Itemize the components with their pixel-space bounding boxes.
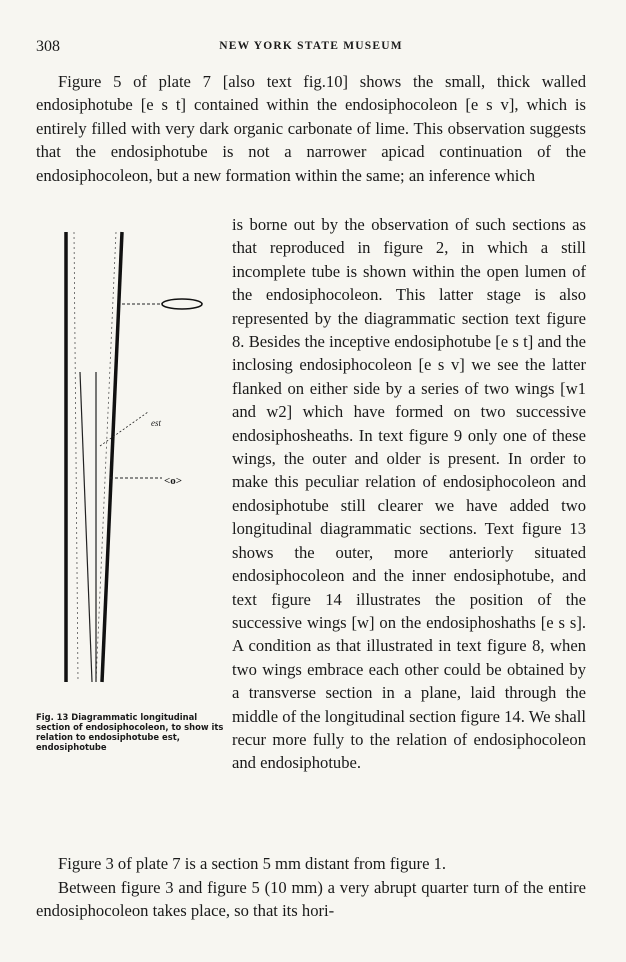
- endosiphotube-left: [80, 372, 92, 682]
- figure-caption: Fig. 13 Diagrammatic longitudinal section of endosiphocoleon, to show its relation to endosiphotube est, endosiphotube: [36, 712, 224, 752]
- figure-13-diagram: [36, 222, 232, 702]
- paragraph-2-text: is borne out by the observation of such sections as that reproduced in figure 2, in which a still incomplete tube is shown within the open lumen of the endosiphocoleon. This latter stage is also represented by the diagrammatic section text figure 8. Besides the inceptive endosiphotube [e s t] and the inclosing endosiphocoleon [e s v] we see the latter flanked on either side by a series of two wings [w1 and w2] which have formed on two successive endosiphosheaths. In text figure 9 only one of these wings, the outer and older is present. In order to make this peculiar relation of endosiphocoleon and endosiphotube still clearer we have added two longitudinal diagrammatic sections. Text figure 13 shows the outer, more anteriorly situated endosiphocoleon and the inner endosiphotube, and text figure 14 illustrates the position of the successive wings [w] on the endosiphoshaths [e s s]. A condition as that illustrated in text figure 8, when two wings embrace each other could be obtained by a transverse section in a plane, laid through the middle of the longitudinal section figure 14. We shall recur more fully to the relation of endosiphocoleon and endosiphotube.: [232, 215, 586, 773]
- cross-section-oval: [162, 299, 202, 309]
- inner-wall-left: [74, 232, 78, 682]
- page-number: 308: [36, 38, 60, 55]
- leader-line-est: [100, 412, 148, 446]
- figure-label-est: est: [151, 418, 161, 428]
- paragraph-3: Figure 3 of plate 7 is a section 5 mm distant from figure 1.: [58, 854, 447, 873]
- paragraph-4: Between figure 3 and figure 5 (10 mm) a very abrupt quarter turn of the entire endosiphocoleon takes place, so that its hori-: [36, 878, 586, 921]
- page-header: [36, 38, 586, 58]
- paragraph-1: Figure 5 of plate 7 [also text fig.10] shows the small, thick walled endosiphotube [e s t] contained within the endosiphocoleon [e s v], which is entirely filled with very dark organic carbonate of lime. This observation suggests that the endosiphotube is not a narrower apicad continuation of the endosiphocoleon, but a new formation within the same; an inference which: [36, 72, 586, 185]
- running-head: NEW YORK STATE MUSEUM: [219, 40, 403, 52]
- outer-wall-right: [102, 232, 122, 682]
- figure-label-cross-section: <o>: [164, 475, 183, 487]
- figure-13: [36, 222, 232, 782]
